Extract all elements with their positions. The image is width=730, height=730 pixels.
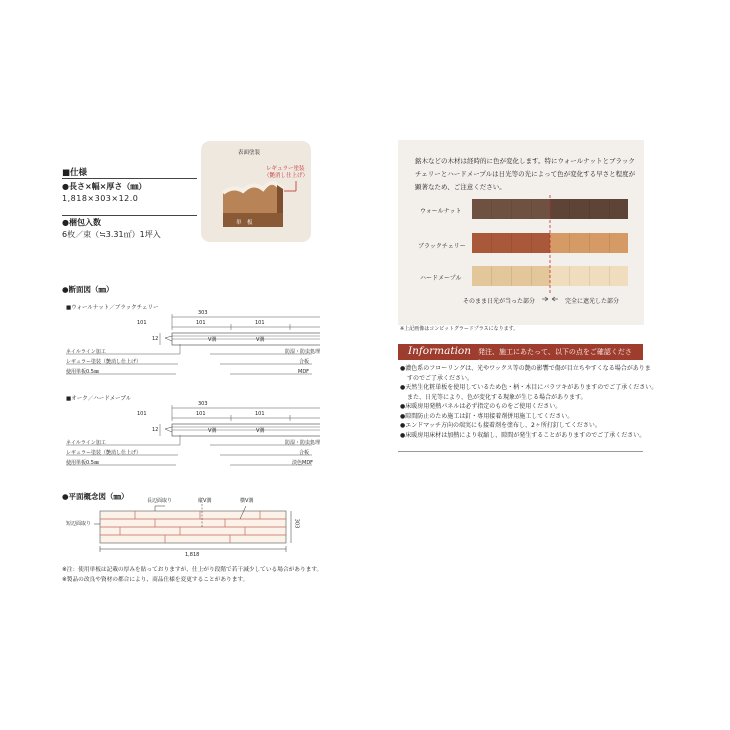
oak-vgroove-1: V溝 — [208, 428, 217, 434]
info-item: ●床暖房用発熱パネルは必ず指定のものをご使用ください。 — [400, 403, 562, 410]
swatch-cherry-sun — [472, 233, 550, 253]
oak-right-label-2: 合板 — [299, 450, 310, 456]
coating-regular-label: レギュラー塗装 — [266, 166, 305, 172]
walnut-right-label-3: MDF — [298, 369, 310, 375]
plan-horizontal-v: 横V溝 — [240, 498, 254, 504]
swatch-label-cherry: ブラックチェリー — [418, 243, 466, 250]
oak-width-1: 101 — [137, 411, 147, 417]
spec-size-label: ●長さ×幅×厚さ（㎜） — [62, 182, 147, 191]
swatch-cherry-shade — [550, 233, 628, 253]
oak-header: ■オーク／ハードメープル — [66, 396, 132, 402]
note-2: ※製品の改良や資材の都合により、商品仕様を変更することがあります。 — [62, 577, 249, 583]
swatch-walnut-sun — [472, 199, 550, 219]
oak-left-label-3: 使用単板0.5㎜ — [66, 460, 99, 466]
spec-title: ■仕様 — [62, 168, 88, 178]
coating-regular-sub: （艶消し仕上げ） — [264, 173, 309, 179]
plan-title: ●平面概念図（㎜） — [62, 492, 129, 501]
color-change-text-line-1: 銘木などの木材は経時的に色が変化します。特にウォールナットとブラック — [415, 157, 635, 165]
note-1: ※注：使用単板は記載の厚みを貼っておりますが、仕上がり段階で若干減少している場合があります。 — [62, 567, 323, 573]
color-change-footnote: ※上記画像はコンビットグラードプラスになります。 — [400, 326, 519, 332]
info-item: ●床暖房用床材は加熱により収縮し、隙間が発生することがありますのでご了承ください。 — [400, 431, 646, 439]
info-item: ●エンドマッチ方向の端実にも接着剤を塗布し、2ヶ所打釘してください。 — [400, 422, 601, 429]
walnut-vgroove-2: V溝 — [256, 337, 265, 343]
info-item: ●濃色系のフローリングは、光やワックス等の艶の影響で傷が目立ちやすくなる場合がありま — [400, 365, 651, 372]
plan-length: 1,818 — [185, 552, 200, 558]
oak-left-label-1: ネイルライン加工 — [66, 440, 106, 446]
walnut-right-label-2: 合板 — [299, 359, 310, 365]
coating-veneer-label: 単 板 — [236, 220, 253, 226]
oak-left-label-2: レギュラー塗装（艶消し仕上げ） — [66, 450, 142, 456]
walnut-width-1: 101 — [137, 320, 147, 326]
walnut-width-3: 101 — [255, 320, 265, 326]
plan-width: 303 — [293, 518, 300, 529]
swatch-walnut-shade — [550, 199, 628, 219]
info-item: また、日光等により、色が変化する現象が生じる場合があります。 — [407, 393, 587, 401]
information-subtitle: 発注、施工にあたって、以下の点をご確認ください。 — [478, 348, 632, 366]
plan-vertical-v: 縦V溝 — [198, 498, 212, 504]
spec-pack-value: 6枚／束（≒3.31㎡）1坪入 — [62, 230, 161, 239]
oak-right-label-3: 淡色MDF — [292, 460, 314, 466]
divider — [62, 215, 197, 216]
swatch-maple-shade — [550, 266, 628, 286]
coating-top-label: 表面塗装 — [238, 150, 261, 156]
spec-pack-label: ●梱包入数 — [62, 218, 101, 227]
plan-short-edge: 短辺面取り — [66, 521, 92, 527]
color-change-text-line-3: 顕著なため、ご注意ください。 — [415, 183, 506, 191]
swatch-label-maple: ハードメープル — [420, 275, 462, 282]
information-header — [398, 344, 643, 366]
divider — [62, 178, 197, 179]
shade-label: 完全に遮光した部分 — [565, 298, 620, 305]
section-title: ●断面図（㎜） — [62, 285, 114, 294]
oak-vgroove-2: V溝 — [256, 428, 265, 434]
oak-right-label-1: 防湿・防虫処理 — [285, 440, 321, 446]
information-title: Information — [408, 345, 472, 357]
sun-label: そのまま日光が当った部分 — [463, 298, 536, 305]
info-item: ●隙間防止のため施工は釘・専用接着剤併用施工してください。 — [400, 412, 574, 420]
plan-diagram — [60, 500, 300, 560]
oak-width-2: 101 — [196, 411, 206, 417]
divider — [398, 451, 643, 452]
oak-width-3: 101 — [255, 411, 265, 417]
walnut-header: ■ウォールナット／ブラックチェリー — [66, 305, 159, 311]
walnut-left-label-3: 使用単板0.5㎜ — [66, 369, 99, 375]
walnut-right-label-1: 防湿・防虫処理 — [285, 349, 321, 355]
walnut-section-diagram — [60, 310, 320, 385]
walnut-total-width: 303 — [198, 310, 208, 316]
oak-section-diagram — [60, 401, 320, 476]
info-item: ●天然生化粧単板を使用しているため色・柄・木目にバラツキがありますのでご了承ください。 — [400, 384, 658, 391]
swatch-maple-sun — [472, 266, 550, 286]
oak-total-width: 303 — [198, 401, 208, 407]
walnut-left-label-1: ネイルライン加工 — [66, 349, 106, 355]
information-list — [400, 364, 658, 440]
walnut-width-2: 101 — [196, 320, 206, 326]
swatch-label-walnut: ウォールナット — [420, 208, 462, 215]
spec-size-value: 1,818×303×12.0 — [62, 194, 139, 203]
color-change-text-line-2: チェリーとハードメープルは日光等の光によって色が変化する早さと程度が — [415, 170, 636, 178]
info-item: すのでご了承ください。 — [407, 374, 474, 382]
walnut-vgroove-1: V溝 — [208, 337, 217, 343]
color-change-text — [415, 155, 635, 194]
walnut-thickness: 12 — [152, 336, 159, 342]
oak-thickness: 12 — [152, 427, 159, 433]
walnut-left-label-2: レギュラー塗装（艶消し仕上げ） — [66, 359, 142, 365]
plan-long-edge: 長辺面取り — [147, 498, 173, 504]
divider-dashed-line — [540, 195, 560, 305]
